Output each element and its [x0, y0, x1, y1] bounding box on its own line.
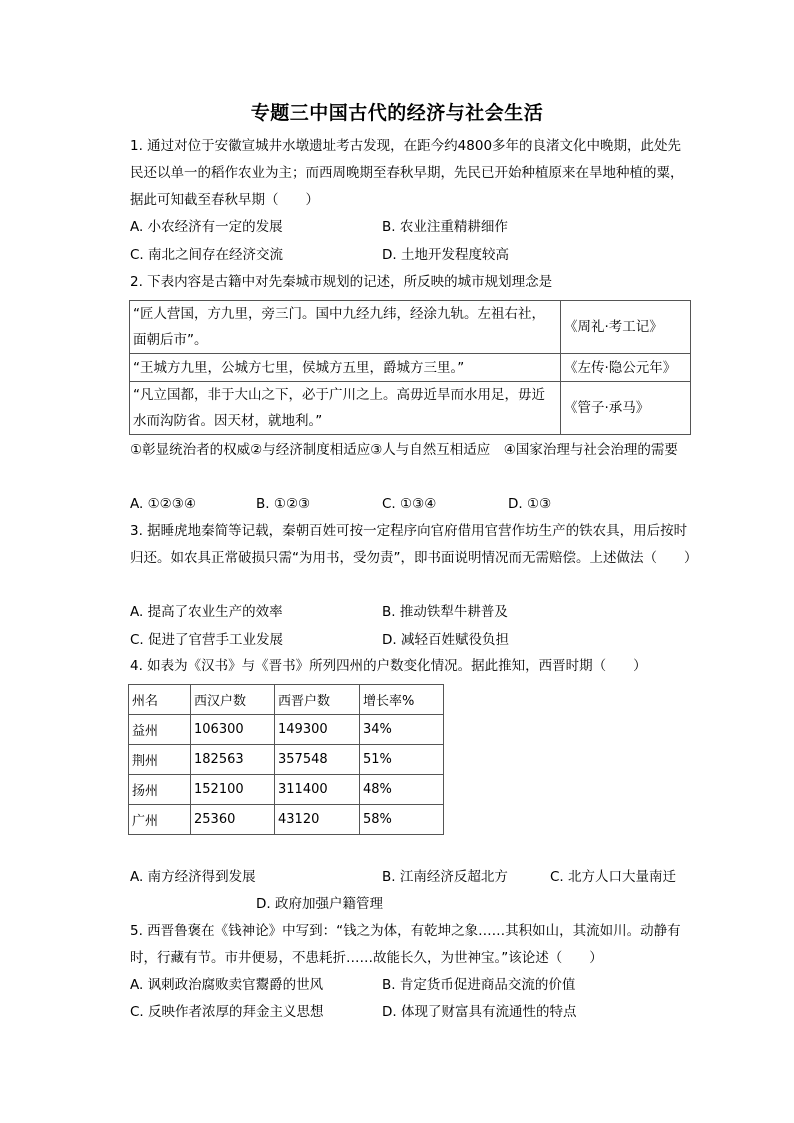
- q4-header-western-jin: 西晋户数: [275, 685, 360, 715]
- q4-cell: 311400: [275, 775, 360, 805]
- q1-option-d[interactable]: D. 土地开发程度较高: [382, 247, 509, 263]
- q4-household-table: [128, 684, 444, 835]
- q2-row-2-text: “王城方九里，公城方七里，侯城方五里，爵城方三里。”: [130, 354, 561, 382]
- q3-option-a[interactable]: A. 提高了农业生产的效率: [130, 604, 283, 620]
- table-row: [129, 715, 444, 745]
- q4-header-region: 州名: [129, 685, 191, 715]
- q3-option-d[interactable]: D. 减轻百姓赋役负担: [382, 632, 509, 648]
- q4-cell: 152100: [191, 775, 275, 805]
- q2-option-a[interactable]: A. ①②③④: [130, 496, 196, 512]
- q4-cell: 182563: [191, 745, 275, 775]
- q4-cell: 58%: [360, 805, 444, 835]
- table-row: [130, 354, 691, 382]
- table-row: [129, 805, 444, 835]
- q1-option-c[interactable]: C. 南北之间存在经济交流: [130, 247, 284, 263]
- table-row: [129, 775, 444, 805]
- q2-option-b[interactable]: B. ①②③: [256, 496, 311, 512]
- table-row: [129, 745, 444, 775]
- q4-cell: 51%: [360, 745, 444, 775]
- q4-cell: 43120: [275, 805, 360, 835]
- q4-cell: 149300: [275, 715, 360, 745]
- question-5-stem: 5. 西晋鲁褒在《钱神论》中写到：“钱之为体，有乾坤之象……其积如山，其流如川。动静有时，行藏有节。市井便易，不患耗折……故能长久，为世神宝。”该论述（ ）: [130, 923, 681, 966]
- q4-cell: 25360: [191, 805, 275, 835]
- q5-option-b[interactable]: B. 肯定货币促进商品交流的价值: [382, 977, 576, 993]
- table-row: [130, 382, 691, 435]
- page-title: 专题三中国古代的经济与社会生活: [250, 102, 544, 124]
- q2-option-c[interactable]: C. ①③④: [382, 496, 437, 512]
- q2-source-table: [129, 300, 691, 435]
- question-2-stem: 2. 下表内容是古籍中对先秦城市规划的记述，所反映的城市规划理念是: [130, 274, 553, 290]
- table-row: [130, 301, 691, 354]
- q2-row-3-text: “凡立国都，非于大山之下，必于广川之上。高毋近旱而水用足，毋近水而沟防省。因天材，就地利。”: [130, 382, 561, 435]
- q4-cell: 扬州: [129, 775, 191, 805]
- q2-row-3-source: 《管子·承马》: [561, 382, 691, 435]
- q2-option-d[interactable]: D. ①③: [508, 496, 552, 512]
- question-3-stem: 3. 据睡虎地秦简等记载，秦朝百姓可按一定程序向官府借用官营作坊生产的铁农具，用后按时归还。如农具正常破损只需“为用书，受勿责”，即书面说明情况而无需赔偿。上述做法（ ）: [130, 523, 698, 566]
- q4-header-growth-rate: 增长率%: [360, 685, 444, 715]
- q2-statement-items: ①彰显统治者的权威②与经济制度相适应③人与自然互相适应 ④国家治理与社会治理的需要: [130, 442, 678, 458]
- q5-option-a[interactable]: A. 讽刺政治腐败卖官鬻爵的世风: [130, 977, 324, 993]
- q4-cell: 34%: [360, 715, 444, 745]
- q5-option-c[interactable]: C. 反映作者浓厚的拜金主义思想: [130, 1004, 324, 1020]
- q4-option-b[interactable]: B. 江南经济反超北方: [382, 869, 508, 885]
- q1-option-a[interactable]: A. 小农经济有一定的发展: [130, 219, 283, 235]
- q3-option-c[interactable]: C. 促进了官营手工业发展: [130, 632, 284, 648]
- question-1-stem: 1. 通过对位于安徽宣城井水墩遗址考古发现，在距今约4800多年的良渚文化中晚期，此处先民还以单一的稻作农业为主；而西周晚期至春秋早期，先民已开始种植原来在旱地种植的粟，据此可知截至春秋早期（ ）: [130, 138, 684, 208]
- q1-option-b[interactable]: B. 农业注重精耕细作: [382, 219, 508, 235]
- q2-row-2-source: 《左传·隐公元年》: [561, 354, 691, 382]
- q4-option-c[interactable]: C. 北方人口大量南迁: [550, 869, 677, 885]
- q4-cell: 106300: [191, 715, 275, 745]
- table-header-row: [129, 685, 444, 715]
- q4-cell: 荆州: [129, 745, 191, 775]
- q2-row-1-text: “匠人营国，方九里，旁三门。国中九经九纬，经涂九轨。左祖右社，面朝后市”。: [130, 301, 561, 354]
- q2-row-1-source: 《周礼·考工记》: [561, 301, 691, 354]
- q4-cell: 357548: [275, 745, 360, 775]
- q5-option-d[interactable]: D. 体现了财富具有流通性的特点: [382, 1004, 577, 1020]
- q4-cell: 益州: [129, 715, 191, 745]
- q4-option-d[interactable]: D. 政府加强户籍管理: [256, 896, 383, 912]
- q4-option-a[interactable]: A. 南方经济得到发展: [130, 869, 256, 885]
- q4-header-western-han: 西汉户数: [191, 685, 275, 715]
- q3-option-b[interactable]: B. 推动铁犁牛耕普及: [382, 604, 508, 620]
- question-4-stem: 4. 如表为《汉书》与《晋书》所列四州的户数变化情况。据此推知，西晋时期（ ）: [130, 658, 647, 674]
- q4-cell: 48%: [360, 775, 444, 805]
- q4-cell: 广州: [129, 805, 191, 835]
